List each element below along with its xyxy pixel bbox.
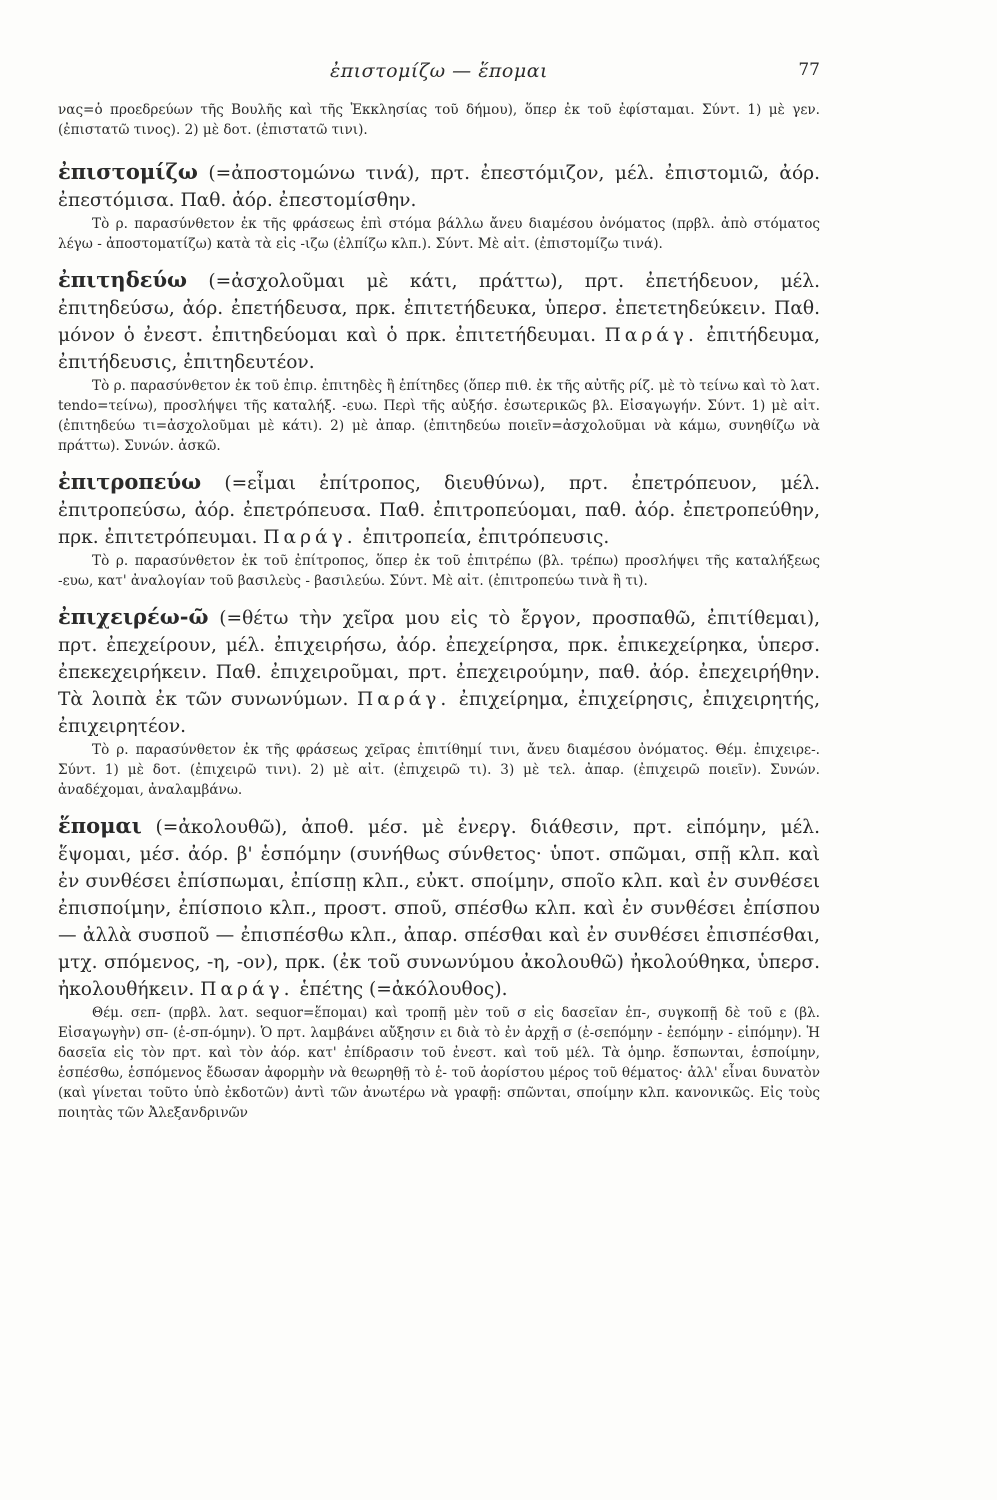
page-header [58,60,820,100]
parag-label: Παράγ. [263,527,357,548]
entry-main-text: (=θέτω τὴν χεῖρα μου εἰς τὸ ἔργον, προσπαθῶ, ἐπιτίθεμαι), πρτ. ἐπεχείρουν, μέλ. ἐπιχειρήσω, ἀόρ. ἐπεχείρησα, πρκ. ἐπικεχείρηκα, ὑπερσ. ἐπεκεχειρήκειν. Παθ. ἐπιχειροῦμαι, πρτ. ἐπεχειρούμην, παθ. ἀόρ. ἐπεχειρήθην. Τὰ λοιπὰ ἐκ τῶν συνωνύμων. [58,608,820,710]
entry-note: Τὸ ρ. παρασύνθετον ἐκ τῆς φράσεως χεῖρας ἐπιτίθημί τινι, ἄνευ διαμέσου ὀνόματος. Θέμ. ἐπιχειρε-. Σύντ. 1) μὲ δοτ. (ἐπιχειρῶ τινι). 2) μὲ αἰτ. (ἐπιχειρῶ τι). 3) μὲ τελ. ἀπαρ. (ἐπιχειρῶ ποιεῖν). Συνών. ἀναδέχομαι, ἀναλαμβάνω. [58,742,820,798]
entry-main-text: (=ἀποστομώνω τινά), πρτ. ἐπεστόμιζον, μέλ. ἐπιστομιῶ, ἀόρ. ἐπεστόμισα. Παθ. ἀόρ. ἐπεστομίσθην. [58,163,820,211]
entry-lemma: ἕπομαι [58,813,142,838]
entry-lemma: ἐπιτηδεύω [58,267,188,292]
parag-label: Παράγ. [200,979,294,1000]
entry-lemma: ἐπιστομίζω [58,159,198,184]
entry-lemma: ἐπιτροπεύω [58,469,202,494]
entry-main-text: (=ἀκολουθῶ), ἀποθ. μέσ. μὲ ἐνεργ. διάθεσιν, πρτ. εἱπόμην, μέλ. ἕψομαι, μέσ. ἀόρ. β' ἑσπόμην (συνήθως σύνθετος· ὑποτ. σπῶμαι, σπῇ κλπ. καὶ ἐν συνθέσει ἐπίσπωμαι, ἐπίσπῃ κλπ., εὐκτ. σποίμην, σποῖο κλπ. καὶ ἐν συνθέσει ἐπισποίμην, ἐπίσποιο κλπ., προστ. σποῦ, σπέσθω κλπ. καὶ ἐν συνθέσει ἐπίσπου — ἀλλὰ συσποῦ — ἐπισπέσθω κλπ., ἀπαρ. σπέσθαι καὶ ἐν συνθέσει ἐπισπέσθαι, μτχ. σπόμενος, -η, -ον), πρκ. (ἐκ τοῦ συνωνύμου ἀκολουθῶ) ἠκολούθηκα, ὑπερσ. ἠκολουθήκειν. [58,817,820,1000]
dictionary-page [58,60,820,1135]
entry-lemma: ἐπιχειρέω-ῶ [58,604,209,629]
entry-main-text: (=εἶμαι ἐπίτροπος, διευθύνω), πρτ. ἐπετρόπευον, μέλ. ἐπιτροπεύσω, ἀόρ. ἐπετρόπευσα. Παθ. ἐπιτροπεύομαι, παθ. ἀόρ. ἐπετροπεύθην, πρκ. ἐπιτετρόπευμαι. [58,473,820,548]
entry-epicheireo [58,603,820,800]
entry-epitedeuo [58,266,820,456]
parag-text: ἑπέτης (=ἀκόλουθος). [293,979,508,1000]
parag-label: Παράγ. [604,325,698,346]
intro-continuation: νας=ὁ προεδρεύων τῆς Βουλῆς καὶ τῆς Ἐκκλησίας τοῦ δήμου), ὅπερ ἐκ τοῦ ἐφίσταμαι. Σύντ. 1) μὲ γεν. (ἐπιστατῶ τινος). 2) μὲ δοτ. (ἐπιστατῶ τινι). [58,102,820,138]
entry-note: Θέμ. σεπ- (πρβλ. λατ. sequor=ἕπομαι) καὶ τροπῇ μὲν τοῦ σ εἰς δασεῖαν ἑπ-, συγκοπῇ δὲ τοῦ ε (βλ. Εἰσαγωγὴν) σπ- (ἑ-σπ-όμην). Ὁ πρτ. λαμβάνει αὔξησιν ει διὰ τὸ ἐν ἀρχῇ σ (ἐ-σεπόμην - ἐεπόμην - εἱπόμην). Ἡ δασεῖα εἰς τὸν πρτ. καὶ τὸν ἀόρ. κατ' ἐπίδρασιν τοῦ ἐνεστ. καὶ τοῦ μέλ. Τὰ ὁμηρ. ἕσπωνται, ἑσποίμην, ἑσπέσθω, ἑσπόμενος ἔδωσαν ἀφορμὴν νὰ θεωρηθῇ τὸ ἑ- τοῦ ἀορίστου μέρος τοῦ θέματος· ἀλλ' εἶναι δυνατὸν (καὶ γίνεται τοῦτο ὑπὸ ἐκδοτῶν) ἀντὶ τῶν ἀνωτέρω νὰ γραφῇ: σπῶνται, σποίμην κλπ. κανονικῶς. Εἰς τοὺς ποιητὰς τῶν Ἀλεξανδρινῶν [58,1005,820,1121]
entry-epistomizo [58,158,820,254]
parag-text: ἐπιτήδευμα, ἐπιτήδευσις, ἐπιτηδευτέον. [58,325,820,373]
page-number: 77 [798,60,820,80]
parag-text: ἐπιτροπεία, ἐπιτρόπευσις. [356,527,610,548]
running-title: ἐπιστομίζω — ἕπομαι [330,60,548,82]
entry-epitropeuo [58,468,820,591]
entry-note: Τὸ ρ. παρασύνθετον ἐκ τῆς φράσεως ἐπὶ στόμα βάλλω ἄνευ διαμέσου ὀνόματος (πρβλ. ἀπὸ στόματος λέγω - ἀποστοματίζω) κατὰ τὰ εἰς -ιζω (ἐλπίζω κλπ.). Σύντ. Μὲ αἰτ. (ἐπιστομίζω τινά). [58,216,820,252]
entry-note: Τὸ ρ. παρασύνθετον ἐκ τοῦ ἐπιρ. ἐπιτηδὲς ἢ ἐπίτηδες (ὅπερ πιθ. ἐκ τῆς αὐτῆς ρίζ. μὲ τὸ τείνω καὶ τὸ λατ. tendo=τείνω), προσλήψει τῆς καταλήξ. -ευω. Περὶ τῆς αὐξήσ. ἐσωτερικῶς βλ. Εἰσαγωγήν. Σύντ. 1) μὲ αἰτ. (ἐπιτηδεύω τι=ἀσχολοῦμαι μὲ κάτι). 2) μὲ ἀπαρ. (ἐπιτηδεύω ποιεῖν=ἀσχολοῦμαι νὰ κάμω, συνηθίζω νὰ πράττω). Συνών. ἀσκῶ. [58,378,820,454]
entry-main-text: (=ἀσχολοῦμαι μὲ κάτι, πράττω), πρτ. ἐπετήδευον, μέλ. ἐπιτηδεύσω, ἀόρ. ἐπετήδευσα, πρκ. ἐπιτετήδευκα, ὑπερσ. ἐπετετηδεύκειν. Παθ. μόνον ὁ ἐνεστ. ἐπιτηδεύομαι καὶ ὁ πρκ. ἐπιτετήδευμαι. [58,271,820,346]
entry-hepomai [58,812,820,1123]
entry-note: Τὸ ρ. παρασύνθετον ἐκ τοῦ ἐπίτροπος, ὅπερ ἐκ τοῦ ἐπιτρέπω (βλ. τρέπω) προσλήψει τῆς καταλήξεως -ευω, κατ' ἀναλογίαν τοῦ βασιλεὺς - βασιλεύω. Σύντ. Μὲ αἰτ. (ἐπιτροπεύω τινὰ ἢ τι). [58,553,820,589]
parag-text: ἐπιχείρημα, ἐπιχείρησις, ἐπιχειρητής, ἐπιχειρητέον. [58,689,820,737]
parag-label: Παράγ. [356,689,451,710]
